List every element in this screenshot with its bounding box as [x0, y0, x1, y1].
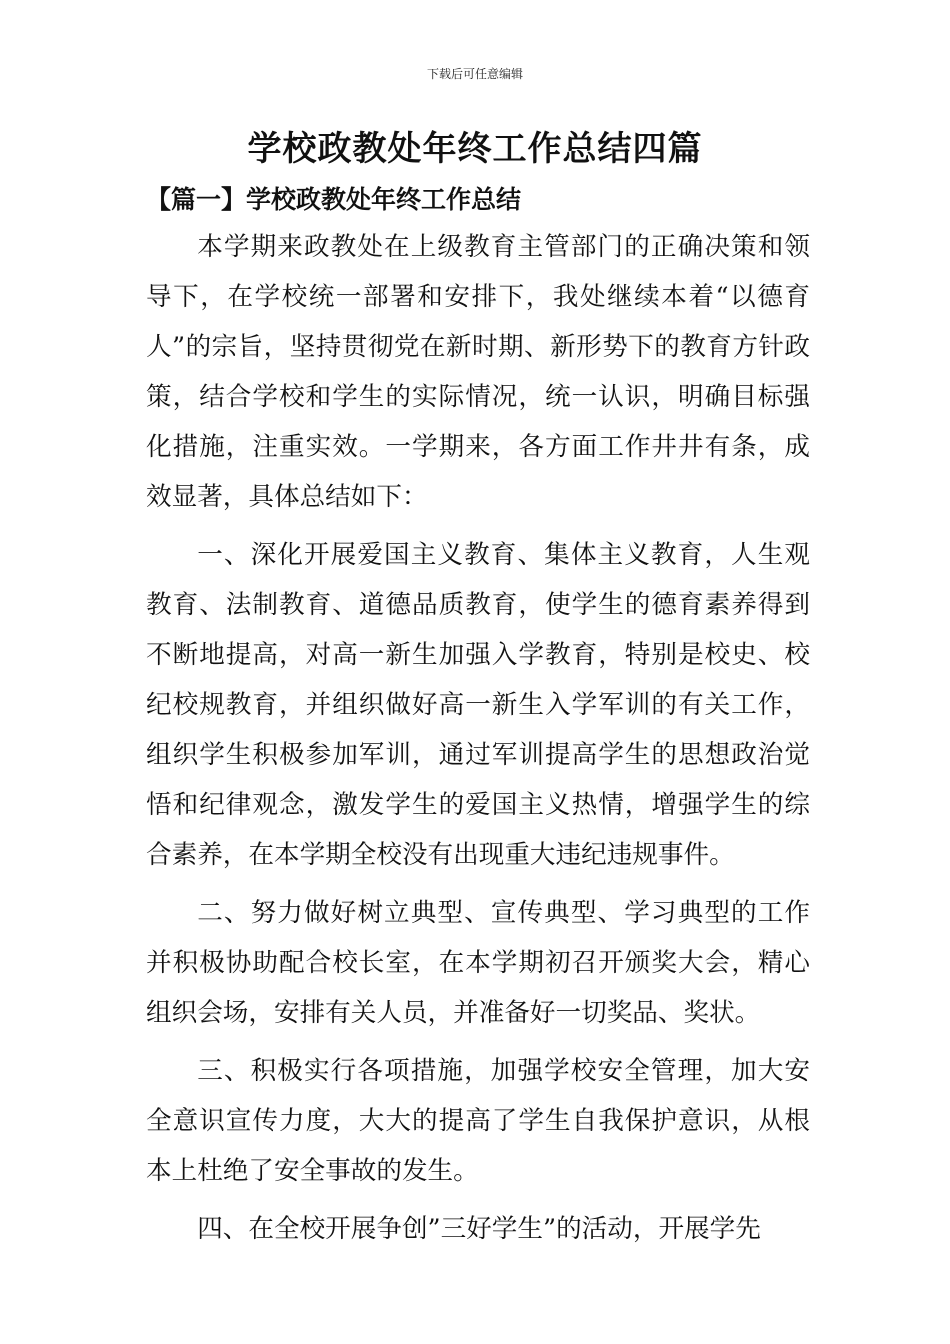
paragraph-intro: 本学期来政教处在上级教育主管部门的正确决策和领导下，在学校统一部署和安排下，我处继续本着“以德育人”的宗旨，坚持贯彻党在新时期、新形势下的教育方针政策，结合学校和学生的实际情况，统一认识，明确目标强化措施，注重实效。一学期来，各方面工作井井有条，成效显著，具体总结如下：	[146, 232, 810, 512]
paragraph-item-3: 三、积极实行各项措施，加强学校安全管理，加大安全意识宣传力度，大大的提高了学生自我保护意识，从根本上杜绝了安全事故的发生。	[146, 1056, 810, 1186]
section-heading: 【篇一】学校政教处年终工作总结	[146, 185, 522, 214]
paragraph-item-4: 四、在全校开展争创”三好学生”的活动，开展学先	[197, 1214, 761, 1244]
header-note: 下载后可任意编辑	[426, 67, 523, 81]
paragraph-item-2: 二、努力做好树立典型、宣传典型、学习典型的工作并积极协助配合校长室，在本学期初召开颁奖大会，精心组织会场，安排有关人员，并准备好一切奖品、奖状。	[146, 898, 810, 1028]
document-title: 学校政教处年终工作总结四篇	[247, 129, 703, 169]
paragraph-item-1: 一、深化开展爱国主义教育、集体主义教育，人生观教育、法制教育、道德品质教育，使学生的德育素养得到不断地提高，对高一新生加强入学教育，特别是校史、校纪校规教育，并组织做好高一新生入学军训的有关工作，组织学生积极参加军训，通过军训提高学生的思想政治觉悟和纪律观念，激发学生的爱国主义热情，增强学生的综合素养，在本学期全校没有出现重大违纪违规事件。	[146, 540, 810, 870]
document-body	[146, 222, 810, 1262]
